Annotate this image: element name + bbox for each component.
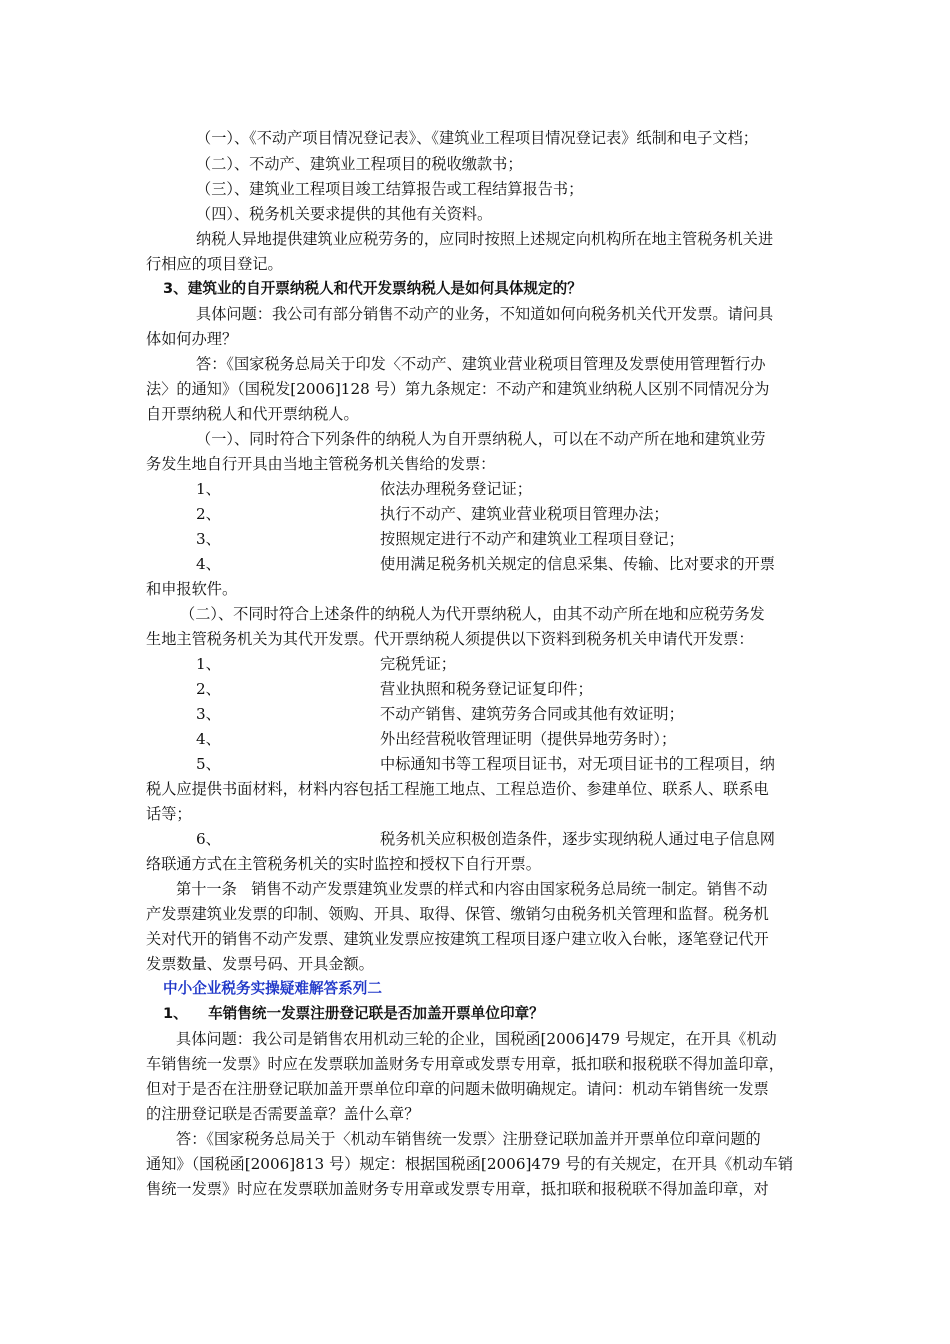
list2-item-2: 营业执照和税务登记证复印件； (380, 680, 593, 698)
answer-line-3: 自开票纳税人和代开票纳税人。 (146, 405, 359, 423)
list2-num-2: 2、 (196, 680, 221, 698)
list2-item-6-cont: 络联通方式在主管税务机关的实时监控和授权下自行开票。 (146, 855, 541, 873)
list1-item-2: 执行不动产、建筑业营业税项目管理办法； (380, 505, 669, 523)
clause-2-line-1: （二）、不同时符合上述条件的纳税人为代开票纳税人，由其不动产所在地和应税劳务发 (180, 605, 765, 623)
list1-num-3: 3、 (196, 530, 221, 548)
series-heading: 中小企业税务实操疑难解答系列二 (163, 980, 382, 997)
list2-num-1: 1、 (196, 655, 221, 673)
para-l1: （一）、《不动产项目情况登记表》、《建筑业工程项目情况登记表》纸制和电子文档； (196, 129, 758, 147)
list2-num-4: 4、 (196, 730, 221, 748)
question-heading-1: 1、 车销售统一发票注册登记联是否加盖开票单位印章？ (163, 1005, 544, 1022)
article-11-line-1: 第十一条 销售不动产发票建筑业发票的样式和内容由国家税务总局统一制定。销售不动 (176, 880, 768, 898)
para-l6: 行相应的项目登记。 (146, 255, 283, 273)
list2-item-5: 中标通知书等工程项目证书，对无项目证书的工程项目，纳 (380, 755, 775, 773)
series-question-line-2: 车销售统一发票》时应在发票联加盖财务专用章或发票专用章，抵扣联和报税联不得加盖印章， (146, 1055, 784, 1073)
article-11-line-3: 关对代开的销售不动产发票、建筑业发票应按建筑工程项目逐户建立收入台帐，逐笔登记代开 (146, 930, 769, 948)
question-line-1: 具体问题：我公司有部分销售不动产的业务，不知道如何向税务机关代开发票。请问具 (196, 305, 774, 323)
series-question-line-3: 但对于是否在注册登记联加盖开票单位印章的问题未做明确规定。请问：机动车销售统一发票 (146, 1080, 769, 1098)
list1-num-1: 1、 (196, 480, 221, 498)
article-11-line-2: 产发票建筑业发票的印制、领购、开具、取得、保管、缴销匀由税务机关管理和监督。税务机 (146, 905, 769, 923)
list2-num-6: 6、 (196, 830, 221, 848)
list1-item-4: 使用满足税务机关规定的信息采集、传输、比对要求的开票 (380, 555, 775, 573)
para-l2: （二）、不动产、建筑业工程项目的税收缴款书； (196, 155, 523, 173)
para-l4: （四）、税务机关要求提供的其他有关资料。 (196, 205, 493, 223)
list2-num-3: 3、 (196, 705, 221, 723)
list2-num-5: 5、 (196, 755, 221, 773)
list2-item-5-cont-1: 税人应提供书面材料，材料内容包括工程施工地点、工程总造价、参建单位、联系人、联系电 (146, 780, 769, 798)
series-question-line-1: 具体问题：我公司是销售农用机动三轮的企业，国税函[2006]479 号规定，在开具《机动 (176, 1030, 777, 1048)
answer-line-1: 答：《国家税务总局关于印发〈不动产、建筑业营业税项目管理及发票使用管理暂行办 (196, 355, 766, 373)
list1-num-2: 2、 (196, 505, 221, 523)
list1-num-4: 4、 (196, 555, 221, 573)
list2-item-6: 税务机关应积极创造条件，逐步实现纳税人通过电子信息网 (380, 830, 775, 848)
clause-2-line-2: 生地主管税务机关为其代开发票。代开票纳税人须提供以下资料到税务机关申请代开发票： (146, 630, 754, 648)
list2-item-3: 不动产销售、建筑劳务合同或其他有效证明； (380, 705, 684, 723)
clause-1-line-1: （一）、同时符合下列条件的纳税人为自开票纳税人，可以在不动产所在地和建筑业劳 (196, 430, 766, 448)
series-question-line-4: 的注册登记联是否需要盖章？盖什么章？ (146, 1105, 420, 1123)
article-11-line-4: 发票数量、发票号码、开具金额。 (146, 955, 374, 973)
list1-item-3: 按照规定进行不动产和建筑业工程项目登记； (380, 530, 684, 548)
para-l3: （三）、建筑业工程项目竣工结算报告或工程结算报告书； (196, 180, 584, 198)
series-answer-line-2: 通知》（国税函[2006]813 号）规定：根据国税函[2006]479 号的有关规定，在开具《机动车销 (146, 1155, 794, 1173)
list1-item-1: 依法办理税务登记证； (380, 480, 532, 498)
series-answer-line-3: 售统一发票》时应在发票联加盖财务专用章或发票专用章，抵扣联和报税联不得加盖印章，对 (146, 1180, 769, 1198)
list1-item-4-tail: 和申报软件。 (146, 580, 238, 598)
question-line-2: 体如何办理？ (146, 330, 238, 348)
list2-item-1: 完税凭证； (380, 655, 456, 673)
section-heading-3: 3、建筑业的自开票纳税人和代开发票纳税人是如何具体规定的？ (163, 280, 582, 297)
list2-item-5-cont-2: 话等； (146, 805, 192, 823)
answer-line-2: 法〉的通知》（国税发[2006]128 号）第九条规定：不动产和建筑业纳税人区别不同情况分为 (146, 380, 770, 398)
clause-1-line-2: 务发生地自行开具由当地主管税务机关售给的发票： (146, 455, 496, 473)
list2-item-4: 外出经营税收管理证明（提供异地劳务时）； (380, 730, 677, 748)
para-l5: 纳税人异地提供建筑业应税劳务的，应同时按照上述规定向机构所在地主管税务机关进 (196, 230, 774, 248)
series-answer-line-1: 答：《国家税务总局关于〈机动车销售统一发票〉注册登记联加盖并开票单位印章问题的 (176, 1130, 761, 1148)
